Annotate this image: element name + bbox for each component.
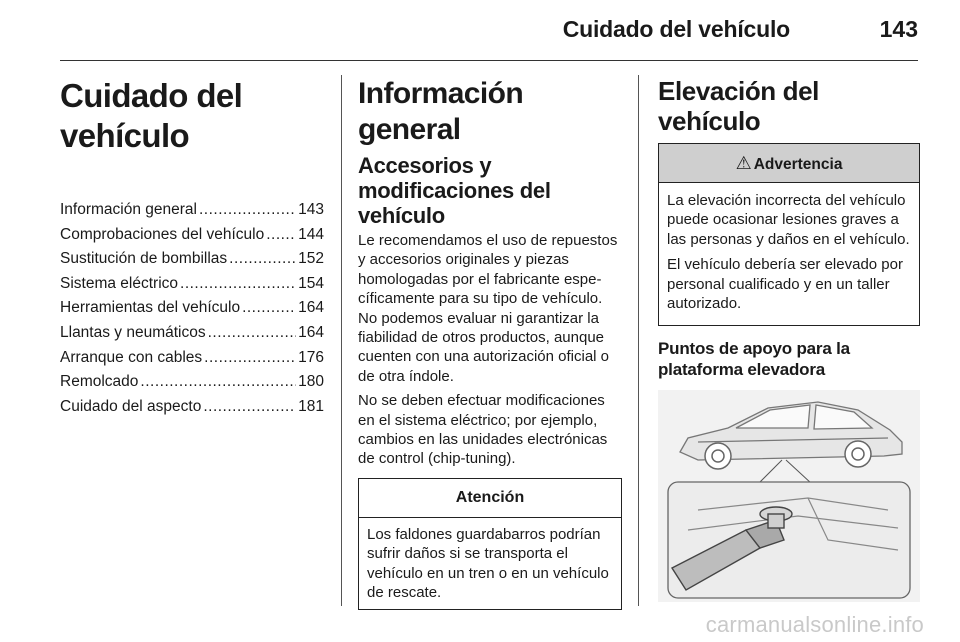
toc-label: Comprobaciones del vehículo <box>60 225 265 243</box>
warning-text <box>659 183 919 325</box>
page-number: 143 <box>879 16 918 42</box>
header-rule <box>60 60 918 61</box>
toc-label: Arranque con cables <box>60 348 203 366</box>
watermark: carmanualsonline.info <box>705 612 924 637</box>
toc-entry[interactable] <box>60 198 324 223</box>
toc-entry[interactable] <box>60 346 324 371</box>
toc-leader <box>203 395 296 420</box>
toc-leader <box>204 346 296 371</box>
section-title: Información general <box>358 77 524 146</box>
toc-leader <box>140 370 296 395</box>
toc-page: 164 <box>298 323 324 341</box>
warning-paragraph: El vehículo debería ser elevado por personal cualificado y en un taller autorizado. <box>667 256 903 313</box>
warning-triangle-icon: ⚠ <box>735 153 752 173</box>
toc-label: Llantas y neumáticos <box>60 323 206 341</box>
warning-header <box>659 144 919 183</box>
toc-leader <box>242 296 296 321</box>
toc-page: 164 <box>298 299 324 317</box>
toc-page: 176 <box>298 348 324 366</box>
toc-leader <box>229 247 296 272</box>
toc-leader <box>180 272 296 297</box>
subsection-title: Accesorios y modificaciones del vehículo <box>358 153 551 228</box>
toc-page: 152 <box>298 250 324 268</box>
toc-leader <box>208 321 297 346</box>
toc-label: Sustitución de bombillas <box>60 250 228 268</box>
running-header-title: Cuidado del vehículo <box>562 16 790 42</box>
body-paragraph: Le recomendamos el uso de repuestos y accesorios originales y piezas homologadas por el fabricante específicamente para su tipo de vehículo. No podemos evaluar ni garantizar la fiabilidad de otros productos, aunque cuenten con una autorización oficial o de otra índole. <box>358 232 618 385</box>
toc-leader <box>199 198 296 223</box>
toc-entry[interactable] <box>60 247 324 272</box>
warning-box <box>658 143 920 326</box>
section-title: Elevación del vehículo <box>658 76 819 136</box>
toc-entry[interactable] <box>60 272 324 297</box>
toc-entry[interactable] <box>60 321 324 346</box>
subsection-title: Puntos de apoyo para la plataforma elevadora <box>658 339 850 380</box>
warning-paragraph: La elevación incorrecta del vehículo puede ocasionar lesiones graves a las personas y daños en el vehículo. <box>667 192 910 248</box>
toc-leader <box>266 223 296 248</box>
toc-label: Remolcado <box>60 373 139 391</box>
toc-label: Cuidado del aspecto <box>60 397 202 415</box>
attention-text: Los faldones guardabarros podrían sufrir daños si se transporta el vehículo en un tren o en un vehículo de rescate. <box>367 525 609 602</box>
table-of-contents <box>60 198 324 419</box>
body-paragraph: No se deben efectuar modificaciones en el sistema eléctrico; por ejemplo, cambios en las unidades electrónicas de control (chip-tuning). <box>358 392 608 468</box>
toc-entry[interactable] <box>60 223 324 248</box>
lifting-column <box>658 76 920 607</box>
column-divider <box>638 75 639 606</box>
toc-page: 143 <box>298 201 324 218</box>
chapter-title: Cuidado del vehículo <box>60 77 243 154</box>
column-divider <box>341 75 342 606</box>
toc-page: 181 <box>298 397 324 415</box>
toc-label: Información general <box>60 201 197 218</box>
chapter-column <box>60 76 324 419</box>
warning-heading: Advertencia <box>753 156 843 173</box>
attention-box <box>358 478 622 610</box>
toc-entry[interactable] <box>60 395 324 420</box>
toc-entry[interactable] <box>60 370 324 395</box>
toc-label: Herramientas del vehículo <box>60 299 241 317</box>
attention-heading: Atención <box>359 479 621 518</box>
toc-entry[interactable] <box>60 296 324 321</box>
lift-point-illustration <box>658 390 920 602</box>
toc-page: 154 <box>298 274 324 292</box>
toc-page: 144 <box>298 225 324 243</box>
toc-label: Sistema eléctrico <box>60 274 179 292</box>
toc-page: 180 <box>298 373 324 391</box>
general-info-column <box>358 76 622 610</box>
